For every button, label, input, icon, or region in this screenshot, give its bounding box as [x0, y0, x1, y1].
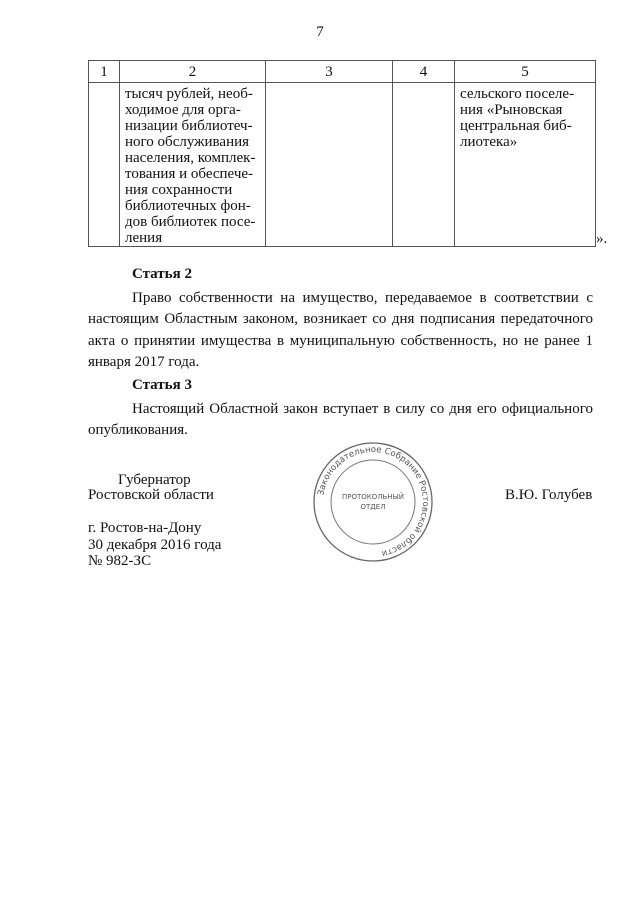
table-cell-col2 [120, 83, 266, 247]
table-header-cell: 3 [266, 61, 393, 83]
table-cell-col1 [89, 83, 120, 247]
table-header-cell: 4 [393, 61, 455, 83]
table-row [89, 83, 596, 247]
cell-line: центральная биб- [460, 118, 572, 134]
table-header-row [89, 61, 596, 83]
law-date: 30 декабря 2016 года [88, 536, 222, 553]
stamp-center-line2: ОТДЕЛ [360, 503, 386, 511]
stamp-center-line1: ПРОТОКОЛЬНЫЙ [341, 493, 405, 501]
annex-table [88, 60, 596, 247]
article-3-text: Настоящий Областной закон вступает в силу со дня его официального опубликования. [88, 401, 593, 439]
cell-line: ходимое для орга- [125, 102, 241, 118]
governor-name: В.Ю. Голубев [505, 487, 593, 503]
cell-line: тысяч рублей, необ- [125, 86, 253, 102]
cell-line: низации библиотеч- [125, 118, 253, 134]
stamp-ring-text: Законодательное Собрание Ростовской области [316, 444, 431, 559]
cell-line: библиотечных фон- [125, 198, 251, 214]
cell-line: ления [125, 230, 163, 246]
table-cell-col5 [455, 83, 596, 247]
cell-line: ния сохранности [125, 182, 233, 198]
table-header-cell: 5 [455, 61, 596, 83]
cell-line: тования и обеспече- [125, 166, 254, 182]
cell-line: сельского поселе- [460, 86, 575, 102]
article-3-heading: Статья 3 [132, 377, 192, 393]
table-closing-quote: ». [596, 231, 608, 247]
official-stamp [312, 441, 434, 563]
table-header-cell: 2 [120, 61, 266, 83]
cell-line: ного обслуживания [125, 134, 250, 150]
cell-line: ния «Рыновская [460, 102, 563, 118]
article-2-text: Право собственности на имущество, передаваемое в соответствии с настоящим Областным законом, возникает со дня подписания передаточного акта о принятии имущества в муниципальную собственность, но не ранее 1 января 2017 года. [88, 290, 593, 370]
article-2-heading: Статья 2 [132, 266, 192, 282]
governor-region: Ростовской области [88, 487, 214, 503]
table-header-cell: 1 [89, 61, 120, 83]
table-cell-col3 [266, 83, 393, 247]
cell-line: лиотека» [460, 134, 518, 150]
governor-title: Губернатор [118, 472, 191, 488]
cell-line: населения, комплек- [125, 150, 256, 166]
page-number: 7 [316, 24, 324, 40]
cell-line: дов библиотек посе- [125, 214, 256, 230]
place-city: г. Ростов-на-Дону [88, 520, 202, 536]
place-date-block [88, 520, 221, 570]
table-cell-col4 [393, 83, 455, 247]
law-number: № 982-ЗС [88, 553, 152, 569]
